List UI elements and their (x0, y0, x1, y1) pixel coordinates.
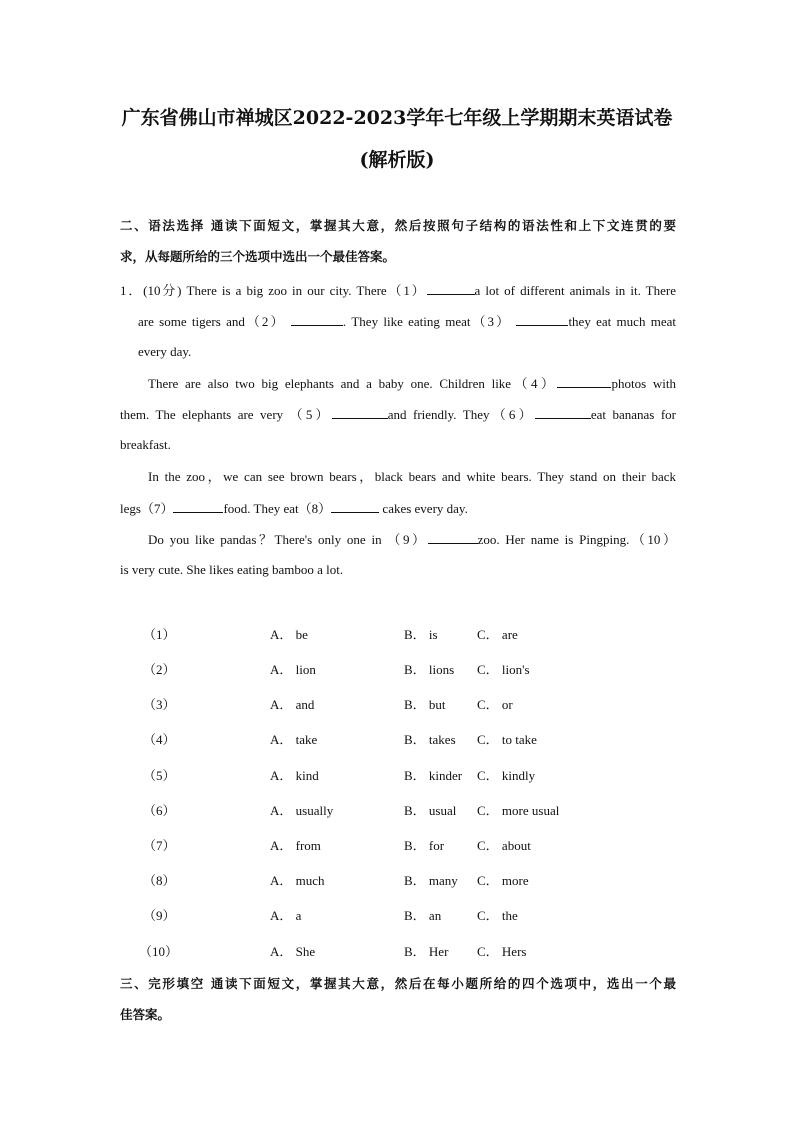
question-text: . They like eating meat（3） (342, 314, 512, 329)
section3-instructions-line1: 三、完形填空 通读下面短文，掌握其大意，然后在每小题所给的四个选项中，选出一个最 (120, 976, 676, 991)
option-number: （5） (143, 768, 176, 783)
option-b[interactable]: B． usual (404, 803, 457, 818)
option-a[interactable]: A． be (270, 627, 308, 642)
question-text: cakes every day. (379, 501, 468, 516)
question-text: eat bananas for (590, 407, 676, 422)
option-b[interactable]: B． many (404, 873, 458, 888)
option-b[interactable]: B． is (404, 627, 438, 642)
option-b[interactable]: B． but (404, 697, 446, 712)
question-line: breakfast. (120, 437, 171, 452)
option-c[interactable]: C． are (477, 627, 518, 642)
answer-blank-5 (332, 406, 388, 419)
question-text: are some tigers and（2） (138, 314, 286, 329)
question-text: There are also two big elephants and a baby one. Children like（4） (148, 376, 558, 391)
answer-blank-1 (427, 282, 475, 295)
section2-instructions-line2: 求，从每题所给的三个选项中选出一个最佳答案。 (120, 249, 396, 264)
question-line (120, 500, 676, 517)
option-a[interactable]: A． a (270, 908, 302, 923)
answer-blank-7 (173, 500, 223, 513)
question-line (148, 375, 676, 392)
question-line: every day. (138, 344, 192, 359)
answer-blank-6 (535, 406, 591, 419)
question-line (148, 531, 676, 548)
option-number: （9） (143, 908, 176, 923)
answer-blank-9 (428, 531, 478, 544)
question-text: photos with (611, 376, 676, 391)
option-number: （10） (139, 944, 179, 959)
question-line: In the zoo，we can see brown bears，black bears and white bears. They stand on their back (148, 469, 676, 484)
option-c[interactable]: C． to take (477, 732, 537, 747)
option-number: （6） (143, 803, 176, 818)
question-text: they eat much meat (568, 314, 676, 329)
option-c[interactable]: C． lion's (477, 662, 530, 677)
question-text: 1．(10分) There is a big zoo in our city. There（1） (120, 283, 427, 298)
option-a[interactable]: A． take (270, 732, 318, 747)
option-b[interactable]: B． kinder (404, 768, 463, 783)
question-text: zoo. Her name is Pingping.（10） (477, 532, 676, 547)
question-text: Do you like pandas？There's only one in （9） (148, 532, 428, 547)
option-number: （2） (143, 662, 176, 677)
question-text: food. They eat（8） (223, 501, 332, 516)
option-c[interactable]: C． about (477, 838, 531, 853)
question-text: and friendly. They（6） (387, 407, 535, 422)
section2-instructions-line1: 二、语法选择 通读下面短文，掌握其大意，然后按照句子结构的语法性和上下文连贯的要 (120, 218, 676, 233)
option-c[interactable]: C． kindly (477, 768, 536, 783)
question-line (120, 282, 676, 299)
option-b[interactable]: B． an (404, 908, 442, 923)
answer-blank-2 (291, 313, 343, 326)
option-number: （3） (143, 697, 176, 712)
option-a[interactable]: A． from (270, 838, 321, 853)
section3-instructions-line2: 佳答案。 (120, 1007, 171, 1022)
option-a[interactable]: A． usually (270, 803, 334, 818)
option-c[interactable]: C． more usual (477, 803, 560, 818)
option-c[interactable]: C． the (477, 908, 518, 923)
option-b[interactable]: B． lions (404, 662, 455, 677)
page-subtitle: (解析版) (359, 149, 435, 171)
option-a[interactable]: A． She (270, 944, 316, 959)
question-line: is very cute. She likes eating bamboo a lot. (120, 562, 344, 577)
question-line (138, 313, 676, 330)
option-a[interactable]: A． much (270, 873, 325, 888)
page-title: 广东省佛山市禅城区2022-2023学年七年级上学期期末英语试卷 (121, 107, 673, 129)
question-text: legs（7） (120, 501, 174, 516)
option-number: （8） (143, 873, 176, 888)
option-a[interactable]: A． and (270, 697, 315, 712)
option-c[interactable]: C． Hers (477, 944, 527, 959)
option-number: （1） (143, 627, 176, 642)
option-c[interactable]: C． more (477, 873, 529, 888)
question-line (120, 406, 676, 423)
question-text: a lot of different animals in it. There (474, 283, 676, 298)
question-text: them. The elephants are very （5） (120, 407, 332, 422)
option-b[interactable]: B． for (404, 838, 445, 853)
option-b[interactable]: B． takes (404, 732, 456, 747)
option-a[interactable]: A． lion (270, 662, 316, 677)
option-number: （7） (143, 838, 176, 853)
option-b[interactable]: B． Her (404, 944, 449, 959)
answer-blank-4 (557, 375, 611, 388)
option-number: （4） (143, 732, 176, 747)
option-a[interactable]: A． kind (270, 768, 319, 783)
answer-blank-8 (331, 500, 379, 513)
option-c[interactable]: C． or (477, 697, 513, 712)
answer-blank-3 (516, 313, 568, 326)
